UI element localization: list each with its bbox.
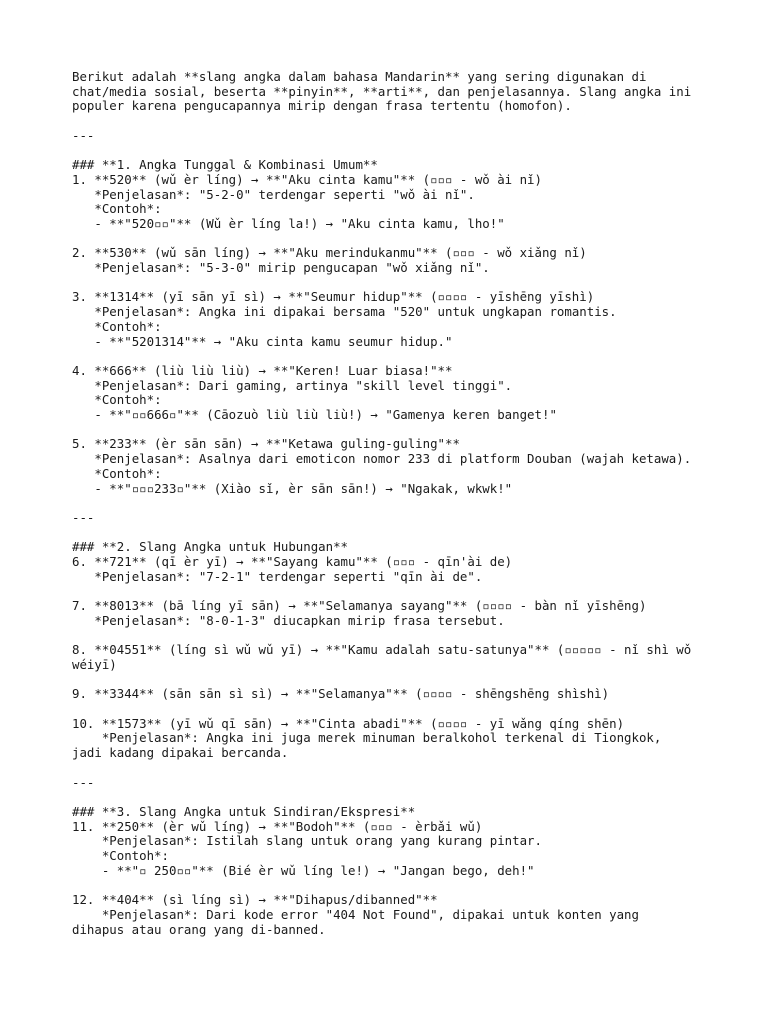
text-line: 7. **8013** (bā líng yī sān) → **"Selamanya sayang"** (▫▫▫▫ - bàn nǐ yīshēng) bbox=[72, 598, 647, 614]
text-line bbox=[72, 232, 732, 247]
text-line: populer karena pengucapannya mirip dengan frasa tertentu (homofon). bbox=[72, 98, 572, 114]
text-line: jadi kadang dipakai bercanda. bbox=[72, 745, 289, 761]
text-line: 2. **530** (wǔ sān líng) → **"Aku merindukanmu"** (▫▫▫ - wǒ xiǎng nǐ) bbox=[72, 245, 587, 261]
text-line: 10. **1573** (yī wǔ qī sān) → **"Cinta abadi"** (▫▫▫▫ - yī wǎng qíng shēn) bbox=[72, 715, 625, 731]
text-line: 5. **233** (èr sān sān) → **"Ketawa guling-guling"** bbox=[72, 436, 460, 452]
text-line: *Penjelasan*: Angka ini juga merek minuman beralkohol terkenal di Tiongkok, bbox=[72, 730, 662, 746]
text-line: 9. **3344** (sān sān sì sì) → **"Selamanya"** (▫▫▫▫ - shēngshēng shìshì) bbox=[72, 686, 610, 702]
text-line: 11. **250** (èr wǔ líng) → **"Bodoh"** (▫▫▫ - èrbǎi wǔ) bbox=[72, 818, 483, 834]
text-line: ### **1. Angka Tunggal & Kombinasi Umum** bbox=[72, 157, 378, 173]
text-line: 12. **404** (sì líng sì) → **"Dihapus/dibanned"** bbox=[72, 892, 438, 908]
text-line: - **"520▫▫"** (Wǔ èr líng la!) → "Aku cinta kamu, lho!" bbox=[72, 216, 505, 231]
text-line bbox=[72, 702, 732, 717]
text-line: --- bbox=[72, 509, 95, 525]
text-line bbox=[72, 144, 732, 159]
text-line: --- bbox=[72, 127, 95, 143]
text-line: 6. **721** (qī èr yī) → **"Sayang kamu"** (▫▫▫ - qīn'ài de) bbox=[72, 554, 513, 570]
text-line: 3. **1314** (yī sān yī sì) → **"Seumur hidup"** (▫▫▫▫ - yīshēng yīshì) bbox=[72, 289, 595, 305]
text-line: *Contoh*: bbox=[72, 318, 162, 334]
text-line bbox=[72, 423, 732, 438]
text-line bbox=[72, 496, 732, 511]
text-line: *Penjelasan*: Asalnya dari emoticon nomor 233 di platform Douban (wajah ketawa). bbox=[72, 451, 692, 467]
text-line: *Penjelasan*: Angka ini dipakai bersama "520" untuk ungkapan romantis. bbox=[72, 304, 617, 320]
text-line: *Contoh*: bbox=[72, 392, 162, 408]
text-line: *Penjelasan*: "8-0-1-3" diucapkan mirip frasa tersebut. bbox=[72, 612, 505, 628]
text-line: - **"▫▫▫233▫"** (Xiào sǐ, èr sān sān!) → "Ngakak, wkwk!" bbox=[72, 480, 513, 496]
text-line: *Penjelasan*: Istilah slang untuk orang yang kurang pintar. bbox=[72, 833, 542, 849]
text-line: *Contoh*: bbox=[72, 201, 162, 217]
text-line: *Penjelasan*: "7-2-1" terdengar seperti "qīn ài de". bbox=[72, 568, 483, 584]
text-line: 4. **666** (liù liù liù) → **"Keren! Luar biasa!"** bbox=[72, 362, 453, 378]
text-line: - **"▫ 250▫▫"** (Bié èr wǔ líng le!) → "Jangan bego, deh!" bbox=[72, 862, 535, 878]
text-line: wéiyī) bbox=[72, 656, 117, 672]
text-line: chat/media sosial, beserta **pinyin**, **arti**, dan penjelasannya. Slang angka ini bbox=[72, 83, 692, 99]
text-line: ### **3. Slang Angka untuk Sindiran/Ekspresi** bbox=[72, 803, 416, 819]
text-line bbox=[72, 629, 732, 644]
text-line: *Penjelasan*: Dari kode error "404 Not Found", dipakai untuk konten yang bbox=[72, 906, 639, 922]
text-line bbox=[72, 526, 732, 541]
text-line bbox=[72, 114, 732, 129]
text-line: - **"▫▫666▫"** (Cāozuò liù liù liù!) → "Gamenya keren banget!" bbox=[72, 407, 557, 423]
text-line: *Penjelasan*: "5-3-0" mirip pengucapan "wǒ xiǎng nǐ". bbox=[72, 260, 490, 276]
text-line: *Contoh*: bbox=[72, 848, 169, 864]
text-line: *Penjelasan*: Dari gaming, artinya "skill level tinggi". bbox=[72, 377, 513, 393]
text-line bbox=[72, 276, 732, 291]
text-line: dihapus atau orang yang di-banned. bbox=[72, 921, 326, 937]
text-line bbox=[72, 878, 732, 893]
text-line: 1. **520** (wǔ èr líng) → **"Aku cinta kamu"** (▫▫▫ - wǒ ài nǐ) bbox=[72, 171, 542, 187]
document-body bbox=[72, 70, 732, 937]
text-line: *Penjelasan*: "5-2-0" terdengar seperti "wǒ ài nǐ". bbox=[72, 186, 475, 202]
text-line: ### **2. Slang Angka untuk Hubungan** bbox=[72, 539, 349, 555]
text-line bbox=[72, 349, 732, 364]
text-line: - **"5201314"** → "Aku cinta kamu seumur hidup." bbox=[72, 333, 453, 349]
text-line: Berikut adalah **slang angka dalam bahasa Mandarin** yang sering digunakan di bbox=[72, 69, 647, 84]
text-line bbox=[72, 790, 732, 805]
text-line: --- bbox=[72, 774, 95, 790]
text-line: 8. **04551** (líng sì wǔ wǔ yī) → **"Kamu adalah satu-satunya"** (▫▫▫▫▫ - nǐ shì wǒ bbox=[72, 642, 692, 658]
text-line bbox=[72, 584, 732, 599]
text-line bbox=[72, 673, 732, 688]
text-line: *Contoh*: bbox=[72, 465, 162, 481]
text-line bbox=[72, 761, 732, 776]
